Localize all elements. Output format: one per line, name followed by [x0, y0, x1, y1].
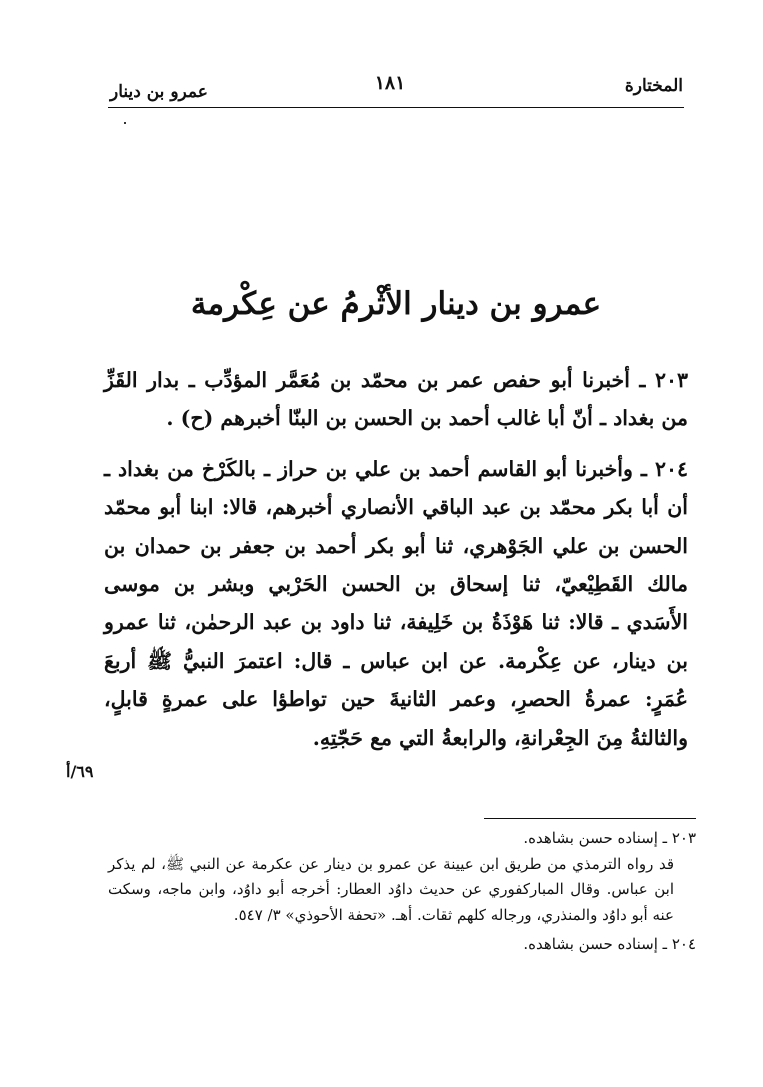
entry-number: ٢٠٣: [654, 368, 688, 392]
running-header-section-title: عمرو بن دينار: [110, 82, 208, 102]
footnote-204: ٢٠٤ ـ إسناده حسن بشاهده.: [523, 935, 696, 953]
page-number: ١٨١: [374, 72, 406, 94]
footnotes: [108, 826, 696, 958]
manuscript-folio-ref: ٦٩/أ: [66, 762, 94, 781]
footnote-203-body: قد رواه الترمذي من طريق ابن عيينة عن عمرو بن دينار عن عكرمة عن النبي ﷺ، لم يذكر ابن عباس. وقال المباركفوري عن حديث داوُد العطار: أخرجه أبو داوُد، وابن ماجه، وسكت عنه أبو داوُد والمنذري، ورجاله كلهم ثقات. أهـ. «تحفة الأحوذي» ٣/ ٥٤٧.: [108, 854, 674, 924]
header-rule: [108, 107, 684, 108]
entry-text: ـ وأخبرنا أبو القاسم أحمد بن علي بن حراز ـ بالكَرْخ من بغداد ـ أن أبا بكر محمّد بن عبد الباقي الأنصاري أخبرهم، قالا: ابنا أبو محمّد الحسن بن علي الجَوْهري، ثنا أبو بكر أحمد بن جعفر بن حمدان بن مالك القَطِيْعيّ، ثنا إسحاق بن الحسن الحَرْبي وبشر بن موسى الأَسَدي ـ قالا: ثنا هَوْذَةُ بن خَلِيفة، ثنا داود بن عبد الرحمٰن، ثنا عمرو بن دينار، عن عِكْرمة. عن ابن عباس ـ قال: اعتمرَ النبيُّ ﷺ أربعَ عُمَرٍ: عمرةُ الحصرِ، وعمر الثانيةَ حين تواطؤا على عمرةٍ قابلٍ، والثالثةُ مِنَ الجِعْرانةِ، والرابعةُ التي مع حَجّتِهِ.: [104, 456, 688, 750]
entry-text: ـ أخبرنا أبو حفص عمر بن محمّد بن مُعَمَّر المؤدِّب ـ بدار القَزِّ من بغداد ـ أنّ أبا غالب أحمد بن الحسن بن البنّا أخبرهم (ح) .: [104, 368, 688, 431]
main-text: [104, 361, 688, 757]
hadith-entry: [104, 361, 688, 438]
running-header-book-title: المختارة: [624, 76, 683, 96]
footnote-203-head: ٢٠٣ ـ إسناده حسن بشاهده.: [523, 829, 696, 847]
footnote-rule: [484, 818, 696, 819]
print-speck: [124, 122, 126, 124]
section-title: عمرو بن دينار الأثْرمُ عن عِكْرمة: [190, 286, 602, 322]
entry-number: ٢٠٤: [654, 456, 689, 481]
hadith-entry: [104, 450, 688, 757]
